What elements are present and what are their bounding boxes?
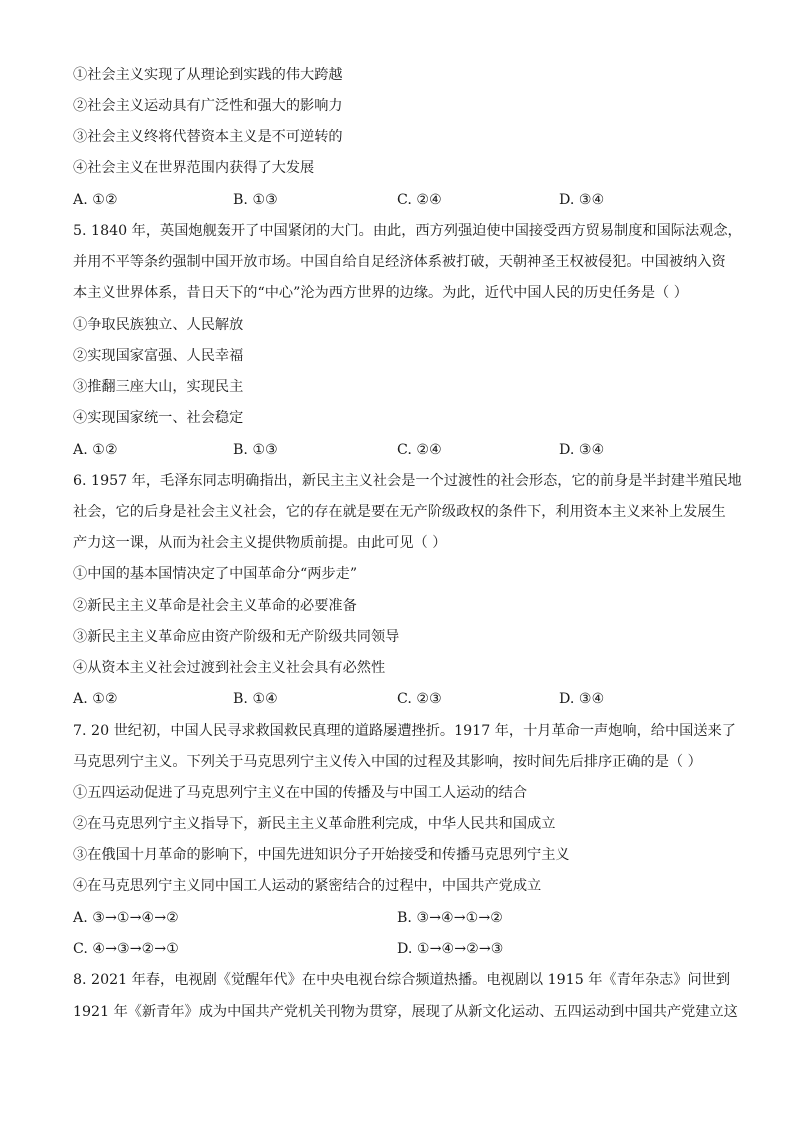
q5-item-1: ①争取民族独立、人民解放 — [73, 317, 244, 333]
q6-option-d: D. ③④ — [559, 691, 605, 707]
q4-item-4: ④社会主义在世界范围内获得了大发展 — [73, 160, 315, 176]
q6-item-3: ③新民主主义革命应由资产阶级和无产阶级共同领导 — [73, 629, 400, 645]
q5-item-4: ④实现国家统一、社会稳定 — [73, 410, 244, 426]
q7-option-b: B. ③→④→①→② — [397, 910, 503, 926]
q7-item-3: ③在俄国十月革命的影响下，中国先进知识分子开始接受和传播马克思列宁主义 — [73, 847, 570, 863]
q7-option-d: D. ①→④→②→③ — [397, 941, 504, 957]
q4-option-c: C. ②④ — [397, 192, 442, 208]
q7-option-a: A. ③→①→④→② — [73, 910, 179, 926]
q4-option-a: A. ①② — [73, 192, 118, 208]
q8-stem-line-2: 1921 年《新青年》成为中国共产党机关刊物为贯穿，展现了从新文化运动、五四运动到中国共产党建立这 — [73, 1004, 738, 1020]
q7-item-1: ①五四运动促进了马克思列宁主义在中国的传播及与中国工人运动的结合 — [73, 785, 528, 801]
q5-option-c: C. ②④ — [397, 442, 442, 458]
q6-option-b: B. ①④ — [233, 691, 278, 707]
q4-item-2: ②社会主义运动具有广泛性和强大的影响力 — [73, 98, 343, 114]
q5-item-2: ②实现国家富强、人民幸福 — [73, 348, 244, 364]
q5-stem-line-2: 并用不平等条约强制中国开放市场。中国自给自足经济体系被打破，天朝神圣王权被侵犯。中国被纳入资 — [73, 254, 726, 270]
q4-item-1: ①社会主义实现了从理论到实践的伟大跨越 — [73, 67, 343, 83]
q4-option-d: D. ③④ — [559, 192, 605, 208]
q6-item-2: ②新民主主义革命是社会主义革命的必要准备 — [73, 598, 357, 614]
q6-item-1: ①中国的基本国情决定了中国革命分“两步走” — [73, 566, 358, 582]
q5-item-3: ③推翻三座大山，实现民主 — [73, 379, 244, 395]
q5-stem-line-3: 本主义世界体系，昔日天下的“中心”沦为西方世界的边缘。为此，近代中国人民的历史任务是（ ） — [73, 285, 688, 301]
q4-option-b: B. ①③ — [233, 192, 278, 208]
q5-option-d: D. ③④ — [559, 442, 605, 458]
q6-stem-line-2: 社会，它的后身是社会主义社会，它的存在就是要在无产阶级政权的条件下，利用资本主义来补上发展生 — [73, 504, 726, 520]
q7-option-c: C. ④→③→②→① — [73, 941, 179, 957]
q7-item-2: ②在马克思列宁主义指导下，新民主主义革命胜利完成，中华人民共和国成立 — [73, 816, 556, 832]
q6-option-c: C. ②③ — [397, 691, 442, 707]
q8-stem-line-1: 8. 2021 年春，电视剧《觉醒年代》在中央电视台综合频道热播。电视剧以 1915 年《青年杂志》问世到 — [73, 972, 731, 988]
q6-option-a: A. ①② — [73, 691, 118, 707]
q7-stem-line-2: 马克思列宁主义。下列关于马克思列宁主义传入中国的过程及其影响，按时间先后排序正确的是（ ） — [73, 754, 702, 770]
q6-stem-line-3: 产力这一课，从而为社会主义提供物质前提。由此可见（ ） — [73, 535, 447, 551]
q7-item-4: ④在马克思列宁主义同中国工人运动的紧密结合的过程中，中国共产党成立 — [73, 878, 542, 894]
q5-stem-line-1: 5. 1840 年，英国炮舰轰开了中国紧闭的大门。由此，西方列强迫使中国接受西方贸易制度和国际法观念， — [73, 223, 742, 239]
q6-item-4: ④从资本主义社会过渡到社会主义社会具有必然性 — [73, 660, 386, 676]
q7-stem-line-1: 7. 20 世纪初，中国人民寻求救国救民真理的道路屡遭挫折。1917 年，十月革命一声炮响，给中国送来了 — [73, 723, 736, 739]
q4-item-3: ③社会主义终将代替资本主义是不可逆转的 — [73, 129, 343, 145]
q5-option-b: B. ①③ — [233, 442, 278, 458]
q6-stem-line-1: 6. 1957 年，毛泽东同志明确指出，新民主主义社会是一个过渡性的社会形态，它的前身是半封建半殖民地 — [73, 473, 742, 489]
q5-option-a: A. ①② — [73, 442, 118, 458]
